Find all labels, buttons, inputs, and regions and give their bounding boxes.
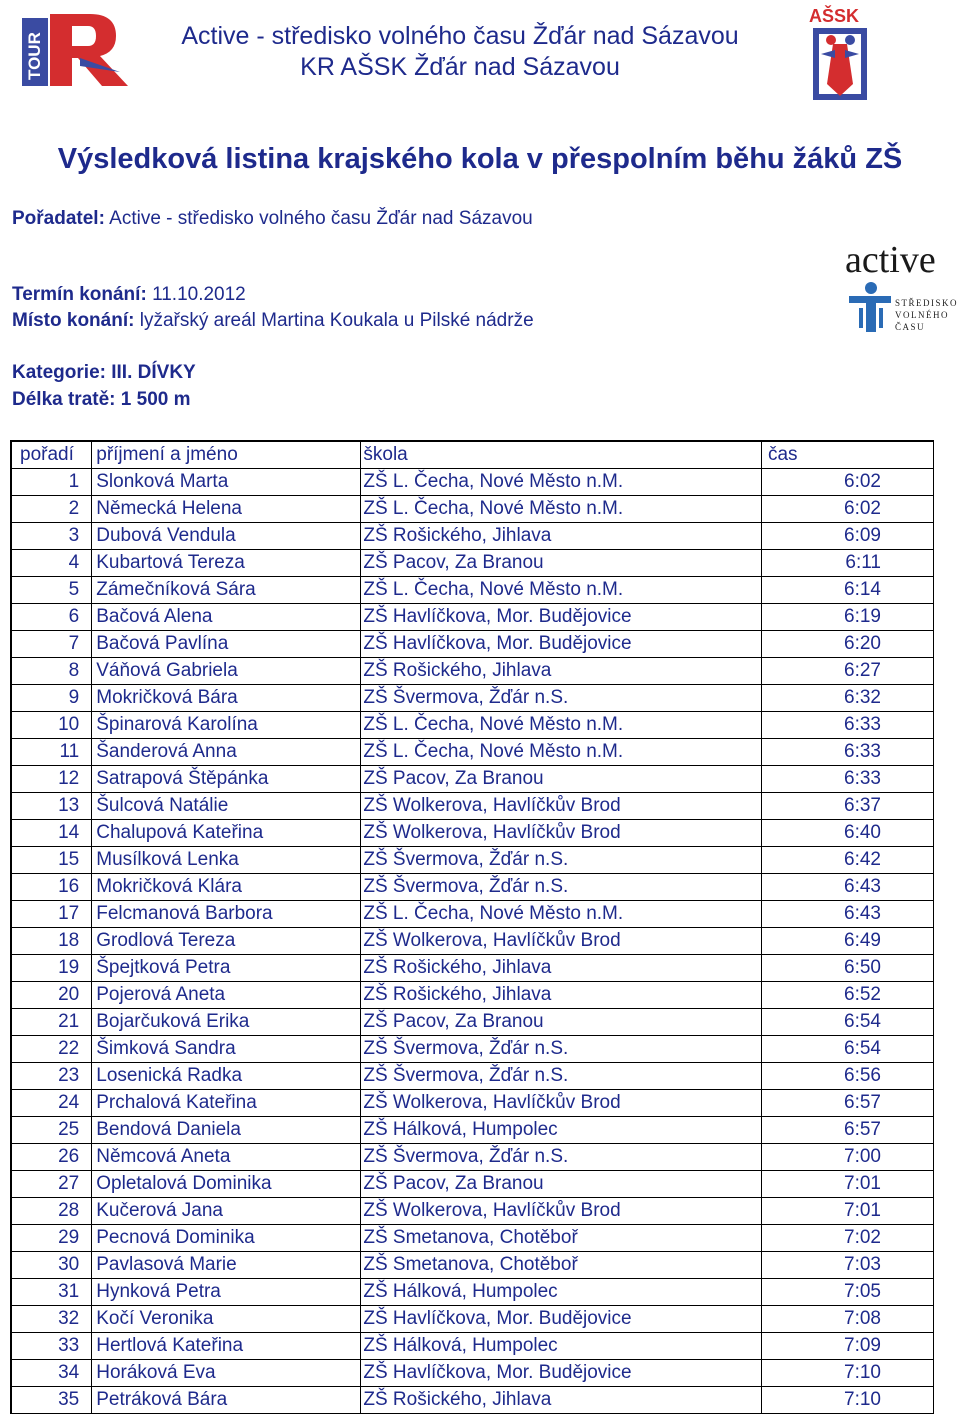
cell-school: ZŠ Wolkerova, Havlíčkův Brod — [361, 1090, 762, 1117]
cell-time: 7:08 — [761, 1306, 933, 1333]
category-value: III. DÍVKY — [111, 362, 196, 383]
cell-rank: 16 — [11, 874, 92, 901]
cell-school: ZŠ Rošického, Jihlava — [361, 1387, 762, 1414]
cell-school: ZŠ Pacov, Za Branou — [361, 766, 762, 793]
active-logo-sub-3: ČASU — [895, 322, 926, 332]
cell-school: ZŠ Švermova, Žďár n.S. — [361, 685, 762, 712]
organizer-value: Active - středisko volného času Žďár nad Sázavou — [109, 208, 533, 229]
assk-logo — [805, 4, 875, 110]
cell-rank: 27 — [11, 1171, 92, 1198]
cell-time: 6:43 — [761, 874, 933, 901]
date-line — [12, 284, 246, 306]
cell-rank: 12 — [11, 766, 92, 793]
cell-rank: 9 — [11, 685, 92, 712]
cell-time: 6:50 — [761, 955, 933, 982]
table-row — [11, 1198, 934, 1225]
cell-name: Dubová Vendula — [92, 523, 361, 550]
cell-name: Špinarová Karolína — [92, 712, 361, 739]
cell-name: Bačová Pavlína — [92, 631, 361, 658]
cell-name: Bojarčuková Erika — [92, 1009, 361, 1036]
cell-time: 6:52 — [761, 982, 933, 1009]
cell-time: 6:33 — [761, 766, 933, 793]
cell-school: ZŠ Pacov, Za Branou — [361, 1009, 762, 1036]
header-time: čas — [761, 441, 933, 469]
cell-name: Šulcová Natálie — [92, 793, 361, 820]
cell-school: ZŠ Wolkerova, Havlíčkův Brod — [361, 928, 762, 955]
cell-rank: 17 — [11, 901, 92, 928]
cell-rank: 6 — [11, 604, 92, 631]
cell-rank: 3 — [11, 523, 92, 550]
table-row — [11, 901, 934, 928]
cell-rank: 28 — [11, 1198, 92, 1225]
cell-rank: 26 — [11, 1144, 92, 1171]
cell-time: 7:10 — [761, 1360, 933, 1387]
table-row — [11, 1144, 934, 1171]
cell-name: Pojerová Aneta — [92, 982, 361, 1009]
table-row — [11, 1279, 934, 1306]
table-row — [11, 1225, 934, 1252]
cell-school: ZŠ Pacov, Za Branou — [361, 550, 762, 577]
cell-time: 6:54 — [761, 1036, 933, 1063]
cell-time: 6:27 — [761, 658, 933, 685]
cell-rank: 25 — [11, 1117, 92, 1144]
assk-logo-text: AŠSK — [809, 6, 860, 26]
cell-name: Němcová Aneta — [92, 1144, 361, 1171]
cell-rank: 7 — [11, 631, 92, 658]
table-row — [11, 1063, 934, 1090]
cell-school: ZŠ Pacov, Za Branou — [361, 1171, 762, 1198]
date-label: Termín konání: — [12, 284, 147, 305]
cell-school: ZŠ L. Čecha, Nové Město n.M. — [361, 712, 762, 739]
cell-rank: 22 — [11, 1036, 92, 1063]
cell-school: ZŠ Rošického, Jihlava — [361, 658, 762, 685]
cell-school: ZŠ Rošického, Jihlava — [361, 523, 762, 550]
table-row — [11, 1252, 934, 1279]
header-rank: pořadí — [11, 441, 92, 469]
cell-school: ZŠ Hálková, Humpolec — [361, 1117, 762, 1144]
cell-name: Špejtková Petra — [92, 955, 361, 982]
cell-time: 6:11 — [761, 550, 933, 577]
cell-name: Zámečníková Sára — [92, 577, 361, 604]
cell-school: ZŠ Wolkerova, Havlíčkův Brod — [361, 793, 762, 820]
cell-rank: 35 — [11, 1387, 92, 1414]
cell-school: ZŠ Švermova, Žďár n.S. — [361, 1144, 762, 1171]
table-row — [11, 550, 934, 577]
cell-name: Satrapová Štěpánka — [92, 766, 361, 793]
tour-logo-text: TOUR — [25, 32, 44, 80]
cell-rank: 14 — [11, 820, 92, 847]
track-label: Délka tratě: — [12, 389, 116, 410]
cell-rank: 21 — [11, 1009, 92, 1036]
cell-name: Šanderová Anna — [92, 739, 361, 766]
tour-logo — [20, 8, 132, 90]
cell-time: 6:56 — [761, 1063, 933, 1090]
cell-school: ZŠ Havlíčkova, Mor. Budějovice — [361, 1360, 762, 1387]
table-row — [11, 874, 934, 901]
cell-time: 6:42 — [761, 847, 933, 874]
cell-school: ZŠ Wolkerova, Havlíčkův Brod — [361, 820, 762, 847]
cell-school: ZŠ L. Čecha, Nové Město n.M. — [361, 469, 762, 496]
cell-time: 6:02 — [761, 469, 933, 496]
cell-school: ZŠ Švermova, Žďár n.S. — [361, 874, 762, 901]
organizer-label: Pořadatel: — [12, 208, 105, 229]
cell-rank: 30 — [11, 1252, 92, 1279]
cell-name: Bačová Alena — [92, 604, 361, 631]
cell-time: 6:14 — [761, 577, 933, 604]
table-row — [11, 1306, 934, 1333]
cell-school: ZŠ Havlíčkova, Mor. Budějovice — [361, 604, 762, 631]
cell-time: 6:57 — [761, 1117, 933, 1144]
table-row — [11, 577, 934, 604]
table-row — [11, 712, 934, 739]
active-logo — [845, 240, 957, 336]
cell-school: ZŠ L. Čecha, Nové Město n.M. — [361, 739, 762, 766]
cell-rank: 23 — [11, 1063, 92, 1090]
cell-name: Mokričková Klára — [92, 874, 361, 901]
cell-name: Kočí Veronika — [92, 1306, 361, 1333]
table-row — [11, 1117, 934, 1144]
cell-name: Pecnová Dominika — [92, 1225, 361, 1252]
cell-time: 6:19 — [761, 604, 933, 631]
cell-rank: 34 — [11, 1360, 92, 1387]
table-row — [11, 658, 934, 685]
cell-time: 6:20 — [761, 631, 933, 658]
cell-school: ZŠ Smetanova, Chotěboř — [361, 1252, 762, 1279]
table-header-row — [11, 441, 934, 469]
cell-time: 6:57 — [761, 1090, 933, 1117]
cell-name: Hynková Petra — [92, 1279, 361, 1306]
table-row — [11, 1171, 934, 1198]
table-row — [11, 1360, 934, 1387]
cell-school: ZŠ Rošického, Jihlava — [361, 955, 762, 982]
place-label: Místo konání: — [12, 310, 135, 331]
cell-school: ZŠ Švermova, Žďár n.S. — [361, 1063, 762, 1090]
table-row — [11, 793, 934, 820]
cell-rank: 20 — [11, 982, 92, 1009]
cell-time: 6:40 — [761, 820, 933, 847]
cell-time: 7:09 — [761, 1333, 933, 1360]
table-row — [11, 1387, 934, 1414]
cell-rank: 31 — [11, 1279, 92, 1306]
cell-name: Slonková Marta — [92, 469, 361, 496]
cell-name: Petráková Bára — [92, 1387, 361, 1414]
cell-name: Mokričková Bára — [92, 685, 361, 712]
cell-name: Musílková Lenka — [92, 847, 361, 874]
cell-time: 7:01 — [761, 1171, 933, 1198]
cell-school: ZŠ L. Čecha, Nové Město n.M. — [361, 496, 762, 523]
cell-school: ZŠ Smetanova, Chotěboř — [361, 1225, 762, 1252]
cell-name: Losenická Radka — [92, 1063, 361, 1090]
cell-school: ZŠ L. Čecha, Nové Město n.M. — [361, 901, 762, 928]
cell-rank: 13 — [11, 793, 92, 820]
cell-rank: 1 — [11, 469, 92, 496]
cell-name: Grodlová Tereza — [92, 928, 361, 955]
header-school: škola — [361, 441, 762, 469]
header-org-line1: Active - středisko volného času Žďár nad Sázavou — [181, 22, 739, 50]
cell-time: 6:49 — [761, 928, 933, 955]
cell-name: Pavlasová Marie — [92, 1252, 361, 1279]
table-row — [11, 685, 934, 712]
cell-rank: 18 — [11, 928, 92, 955]
cell-time: 7:01 — [761, 1198, 933, 1225]
table-row — [11, 982, 934, 1009]
cell-rank: 15 — [11, 847, 92, 874]
table-row — [11, 1090, 934, 1117]
organizer-line — [12, 208, 533, 230]
cell-name: Váňová Gabriela — [92, 658, 361, 685]
category-label: Kategorie: — [12, 362, 106, 383]
cell-time: 7:00 — [761, 1144, 933, 1171]
header-org-line2: KR AŠSK Žďár nad Sázavou — [300, 53, 620, 81]
table-row — [11, 847, 934, 874]
table-row — [11, 1333, 934, 1360]
table-row — [11, 928, 934, 955]
table-row — [11, 1009, 934, 1036]
cell-school: ZŠ Hálková, Humpolec — [361, 1279, 762, 1306]
cell-school: ZŠ L. Čecha, Nové Město n.M. — [361, 577, 762, 604]
cell-time: 6:09 — [761, 523, 933, 550]
cell-name: Felcmanová Barbora — [92, 901, 361, 928]
cell-rank: 29 — [11, 1225, 92, 1252]
cell-rank: 33 — [11, 1333, 92, 1360]
table-row — [11, 604, 934, 631]
active-logo-sub-1: STŘEDISKO — [895, 298, 959, 308]
cell-name: Šimková Sandra — [92, 1036, 361, 1063]
cell-rank: 24 — [11, 1090, 92, 1117]
cell-school: ZŠ Havlíčkova, Mor. Budějovice — [361, 1306, 762, 1333]
table-row — [11, 955, 934, 982]
cell-time: 6:33 — [761, 739, 933, 766]
cell-school: ZŠ Havlíčkova, Mor. Budějovice — [361, 631, 762, 658]
cell-rank: 8 — [11, 658, 92, 685]
cell-name: Kučerová Jana — [92, 1198, 361, 1225]
cell-name: Horáková Eva — [92, 1360, 361, 1387]
table-row — [11, 739, 934, 766]
results-table — [10, 440, 934, 1414]
cell-school: ZŠ Wolkerova, Havlíčkův Brod — [361, 1198, 762, 1225]
place-value: lyžařský areál Martina Koukala u Pilské nádrže — [139, 310, 534, 331]
table-row — [11, 820, 934, 847]
cell-school: ZŠ Švermova, Žďár n.S. — [361, 847, 762, 874]
active-logo-word: active — [845, 239, 936, 281]
date-value: 11.10.2012 — [152, 284, 246, 305]
results-body — [11, 469, 934, 1414]
table-row — [11, 469, 934, 496]
active-logo-sub-2: VOLNÉHO — [895, 310, 949, 320]
table-row — [11, 766, 934, 793]
cell-name: Německá Helena — [92, 496, 361, 523]
cell-school: ZŠ Rošického, Jihlava — [361, 982, 762, 1009]
cell-rank: 2 — [11, 496, 92, 523]
table-row — [11, 631, 934, 658]
cell-name: Kubartová Tereza — [92, 550, 361, 577]
cell-rank: 5 — [11, 577, 92, 604]
cell-time: 6:32 — [761, 685, 933, 712]
place-line — [12, 310, 534, 332]
cell-time: 6:43 — [761, 901, 933, 928]
cell-time: 6:54 — [761, 1009, 933, 1036]
cell-name: Bendová Daniela — [92, 1117, 361, 1144]
category-line — [12, 362, 196, 384]
cell-time: 6:33 — [761, 712, 933, 739]
cell-time: 7:03 — [761, 1252, 933, 1279]
table-row — [11, 1036, 934, 1063]
table-row — [11, 523, 934, 550]
cell-rank: 19 — [11, 955, 92, 982]
cell-school: ZŠ Švermova, Žďár n.S. — [361, 1036, 762, 1063]
cell-name: Prchalová Kateřina — [92, 1090, 361, 1117]
cell-name: Hertlová Kateřina — [92, 1333, 361, 1360]
cell-name: Chalupová Kateřina — [92, 820, 361, 847]
header-name: příjmení a jméno — [92, 441, 361, 469]
track-value: 1 500 m — [120, 389, 191, 410]
page-title: Výsledková listina krajského kola v přespolním běhu žáků ZŠ — [57, 143, 903, 175]
cell-rank: 32 — [11, 1306, 92, 1333]
cell-time: 7:02 — [761, 1225, 933, 1252]
cell-time: 7:10 — [761, 1387, 933, 1414]
cell-school: ZŠ Hálková, Humpolec — [361, 1333, 762, 1360]
cell-time: 6:37 — [761, 793, 933, 820]
cell-rank: 11 — [11, 739, 92, 766]
cell-rank: 10 — [11, 712, 92, 739]
cell-time: 6:02 — [761, 496, 933, 523]
cell-rank: 4 — [11, 550, 92, 577]
table-row — [11, 496, 934, 523]
track-line — [12, 389, 191, 411]
cell-time: 7:05 — [761, 1279, 933, 1306]
cell-name: Opletalová Dominika — [92, 1171, 361, 1198]
